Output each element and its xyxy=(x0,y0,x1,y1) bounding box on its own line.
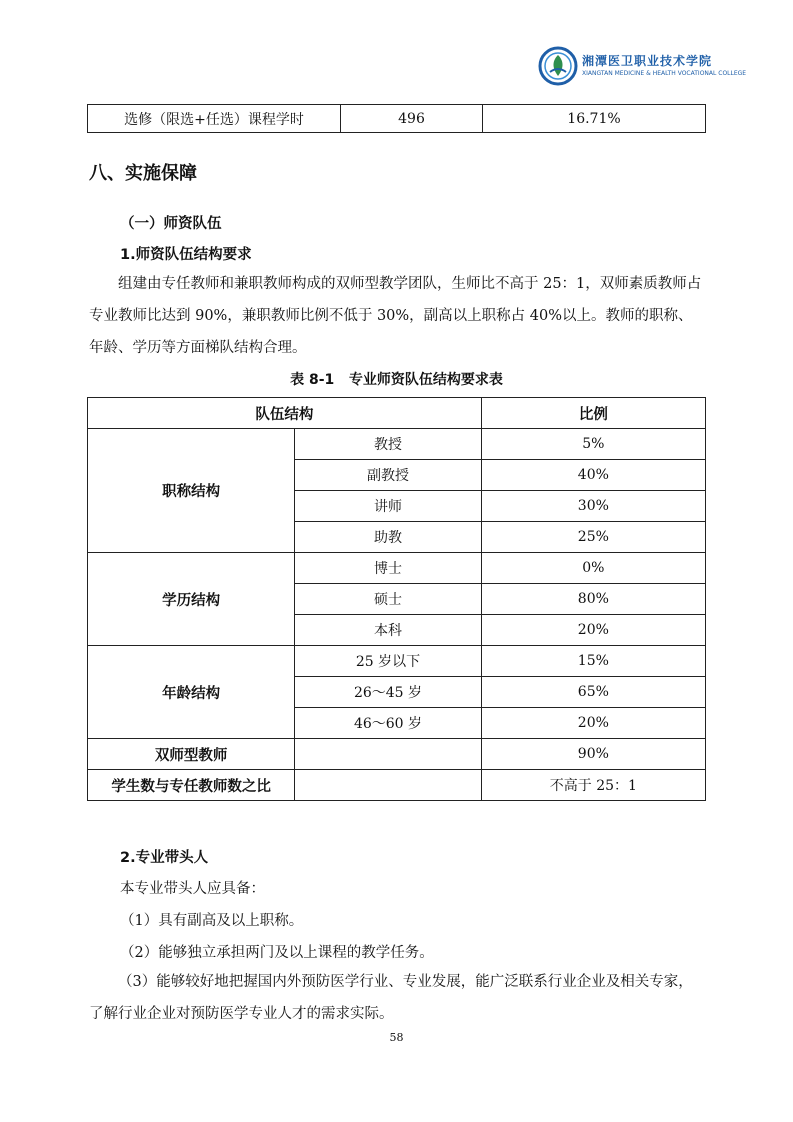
group-name-cell: 年龄结构 xyxy=(88,646,295,739)
value-cell: 25% xyxy=(481,522,705,553)
value-cell: 40% xyxy=(481,460,705,491)
table-row xyxy=(88,553,706,584)
value-cell: 不高于 25：1 xyxy=(481,770,705,801)
value-cell: 65% xyxy=(481,677,705,708)
section-title: 八、实施保障 xyxy=(89,163,197,184)
course-percent-cell: 16.71% xyxy=(483,105,706,133)
item-cell: 25 岁以下 xyxy=(295,646,481,677)
value-cell: 20% xyxy=(481,708,705,739)
table-row xyxy=(88,770,706,801)
table-row xyxy=(88,739,706,770)
subsection-heading: 1.师资队伍结构要求 xyxy=(120,247,252,263)
item-cell: 26～45 岁 xyxy=(295,677,481,708)
course-hours-table xyxy=(87,104,706,133)
list-intro: 本专业带头人应具备： xyxy=(120,881,265,897)
value-cell: 30% xyxy=(481,491,705,522)
group-name-cell: 学历结构 xyxy=(88,553,295,646)
table-row xyxy=(88,646,706,677)
course-type-cell: 选修（限选+任选）课程学时 xyxy=(88,105,341,133)
list-item: （3）能够较好地把握国内外预防医学行业、专业发展，能广泛联系行业企业及相关专家，了解行业企业对预防医学专业人才的需求实际。 xyxy=(89,974,693,1022)
subsection-heading: （一）师资队伍 xyxy=(120,216,222,232)
logo-college-name-en: XIANGTAN MEDICINE & HEALTH VOCATIONAL COLLEGE xyxy=(582,70,747,77)
header-cell-structure: 队伍结构 xyxy=(88,398,482,429)
value-cell: 20% xyxy=(481,615,705,646)
paragraph: 组建由专任教师和兼职教师构成的双师型教学团队，生师比不高于 25：1，双师素质教师占专业教师比达到 90%，兼职教师比例不低于 30%，副高以上职称占 40%以上。教师的职称、年龄、学历等方面梯队结构合理。 xyxy=(89,276,702,356)
item-cell: 博士 xyxy=(295,553,481,584)
course-hours-cell: 496 xyxy=(341,105,483,133)
item-cell: 本科 xyxy=(295,615,481,646)
header-cell-ratio: 比例 xyxy=(481,398,705,429)
value-cell: 0% xyxy=(481,553,705,584)
logo-college-name: 湘潭医卫职业技术学院 xyxy=(582,54,713,68)
table-caption: 表 8-1 专业师资队伍结构要求表 xyxy=(290,372,503,388)
list-item: （1）具有副高及以上职称。 xyxy=(120,913,304,929)
list-item: （2）能够独立承担两门及以上课程的教学任务。 xyxy=(120,945,434,961)
value-cell: 90% xyxy=(481,739,705,770)
item-cell: 副教授 xyxy=(295,460,481,491)
value-cell: 80% xyxy=(481,584,705,615)
item-cell: 教授 xyxy=(295,429,481,460)
group-name-cell: 学生数与专任教师数之比 xyxy=(88,770,295,801)
table-row xyxy=(88,105,706,133)
item-cell: 讲师 xyxy=(295,491,481,522)
value-cell: 5% xyxy=(481,429,705,460)
group-name-cell: 双师型教师 xyxy=(88,739,295,770)
table-row xyxy=(88,429,706,460)
group-name-cell: 职称结构 xyxy=(88,429,295,553)
item-cell: 46～60 岁 xyxy=(295,708,481,739)
empty-cell xyxy=(295,770,481,801)
faculty-structure-table xyxy=(87,397,706,801)
subsection-heading: 2.专业带头人 xyxy=(120,850,209,866)
empty-cell xyxy=(295,739,481,770)
college-logo-icon xyxy=(538,46,578,86)
page-number: 58 xyxy=(389,1031,404,1044)
value-cell: 15% xyxy=(481,646,705,677)
item-cell: 助教 xyxy=(295,522,481,553)
table-header-row xyxy=(88,398,706,429)
item-cell: 硕士 xyxy=(295,584,481,615)
